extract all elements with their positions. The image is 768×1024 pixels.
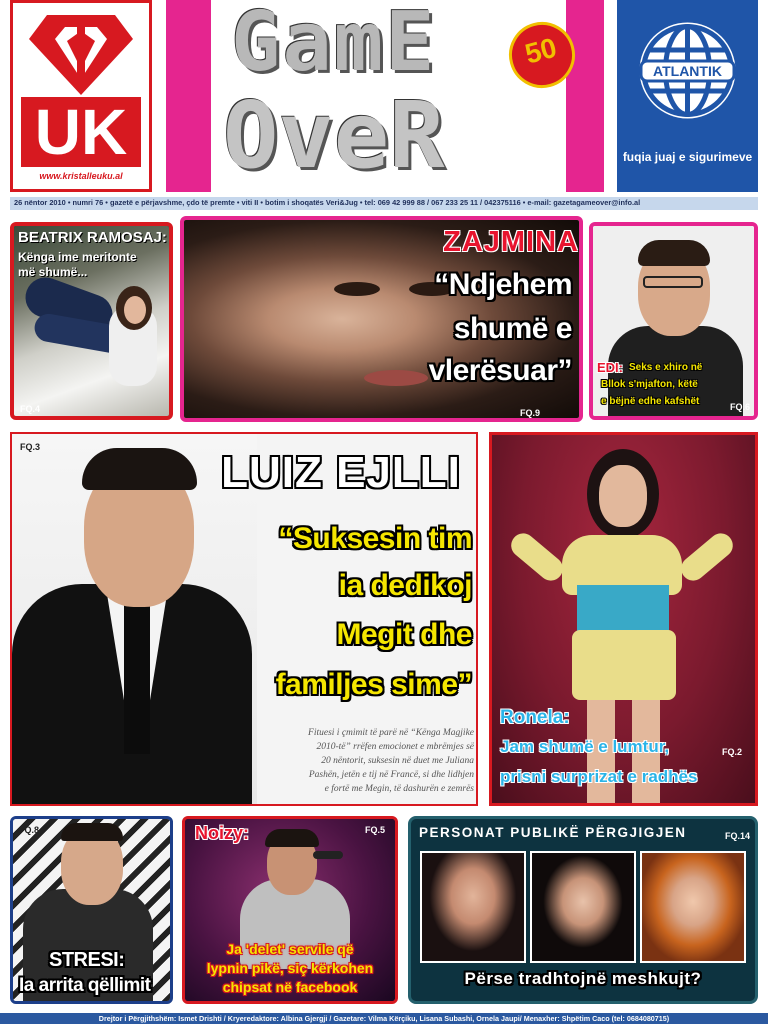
footer xyxy=(0,1013,768,1024)
personat-header: PERSONAT PUBLIKË PËRGJIGJEN xyxy=(419,825,687,840)
personat-photo-3 xyxy=(640,851,746,963)
luiz-quote-line3: Megit dhe xyxy=(336,618,472,651)
stresi-quote: Ia arrita qëllimit xyxy=(19,975,151,996)
noizy-text-line2: lypnin pikë, siç kërkohen xyxy=(206,960,374,976)
ronela-name: Ronela: xyxy=(500,707,570,728)
zajmina-quote-line3: vlerësuar” xyxy=(428,354,572,387)
story-personat[interactable] xyxy=(408,816,758,1004)
masthead-title-top: GamE xyxy=(231,0,437,90)
zajmina-quote-line2: shumë e xyxy=(453,312,572,345)
story-luiz[interactable] xyxy=(10,432,478,806)
title-panel xyxy=(211,0,566,192)
ronela-quote-line2: prisni surprizat e radhës xyxy=(500,767,698,786)
story-stresi[interactable] xyxy=(10,816,173,1004)
zajmina-name: ZAJMINA xyxy=(443,226,579,258)
uk-logo-url: www.kristalleuku.al xyxy=(39,171,123,181)
luiz-body-line4: Pashën, jetën e tij në Francë, si dhe lidhjen xyxy=(308,770,474,780)
ronela-quote-line1: Jam shumë e lumtur, xyxy=(500,737,670,756)
story-beatrix[interactable] xyxy=(10,222,173,420)
uk-logo-text: UK xyxy=(21,97,141,167)
masthead-magenta-band xyxy=(166,0,604,192)
personat-page: FQ.14 xyxy=(725,831,751,841)
zajmina-quote-line1: “Ndjehem xyxy=(434,268,572,301)
uk-logo xyxy=(10,0,152,192)
luiz-quote-line1: “Suksesin tim xyxy=(278,522,472,555)
stresi-page: FQ.8 xyxy=(19,825,40,835)
beatrix-page: FQ.4 xyxy=(20,404,41,414)
story-ronela[interactable] xyxy=(489,432,758,806)
atlantik-slogan: fuqia juaj e sigurimeve xyxy=(622,150,753,164)
edi-page: FQ.6 xyxy=(730,402,751,412)
luiz-quote-line4: familjes sime” xyxy=(275,668,472,701)
edi-text-line1: Seks e xhiro në xyxy=(629,362,703,373)
luiz-page: FQ.3 xyxy=(20,442,41,452)
story-zajmina[interactable] xyxy=(180,216,583,422)
story-noizy[interactable] xyxy=(182,816,398,1004)
atlantik-ad xyxy=(617,0,758,192)
beatrix-quote-line2: më shumë... xyxy=(18,265,88,279)
luiz-body xyxy=(250,726,474,796)
footer-text: Drejtor i Përgjithshëm: Ismet Drishti / Kryeredaktore: Albina Gjergji / Gazetare: Vilma Kërçiku, Lisana Subashi, Ornela Jaupi/ Menaxher: Shpëtim Caco (tel: 0684080715) xyxy=(98,1014,670,1023)
story-edi[interactable] xyxy=(589,222,758,420)
luiz-body-line3: 20 nëntorit, suksesin në duet me Juliana xyxy=(321,756,474,766)
beatrix-name: BEATRIX RAMOSAJ: xyxy=(18,229,167,246)
zajmina-page: FQ.9 xyxy=(520,408,541,418)
info-bar-text: 26 nëntor 2010 • numri 76 • gazetë e përjavshme, çdo të premte • viti II • botim i shoqatës Veri&Jug • tel: 069 42 999 88 / 067 233 25 11 / 042375116 • e-mail: gazetagameover@info.al xyxy=(14,198,641,207)
edi-name: EDI: xyxy=(597,360,623,375)
noizy-name: Noizy: xyxy=(195,823,249,843)
info-bar xyxy=(10,197,758,210)
edi-text-line3: e bëjnë edhe kafshët xyxy=(601,396,700,407)
masthead xyxy=(0,0,768,195)
noizy-page: FQ.5 xyxy=(365,825,386,835)
edi-text-line2: Bllok s'mjafton, këtë xyxy=(601,379,698,390)
luiz-quote-line2: ia dedikoj xyxy=(338,569,472,602)
luiz-body-line1: Fituesi i çmimit të parë në “Kënga Magjike xyxy=(308,728,474,738)
diamond-icon xyxy=(25,9,137,99)
beatrix-quote-line1: Kënga ime meritonte xyxy=(18,250,137,264)
personat-photo-2 xyxy=(530,851,636,963)
noizy-text-line1: Ja 'delet' servile që xyxy=(226,941,354,957)
stresi-photo xyxy=(13,819,170,1001)
badge-number: 50 xyxy=(521,31,560,70)
atlantik-logo-text: ATLANTIK xyxy=(653,63,722,79)
stresi-name: STRESI: xyxy=(49,949,125,971)
masthead-title-bottom: OveR xyxy=(223,82,445,189)
luiz-headline: LUIZ EJLLI xyxy=(221,448,461,497)
luiz-body-line2: 2010-të” rrëfen emocionet e mbrëmjes së xyxy=(316,742,474,752)
personat-photo-1 xyxy=(420,851,526,963)
personat-question: Përse tradhtojnë meshkujt? xyxy=(464,969,702,988)
noizy-text-line3: chipsat në facebook xyxy=(222,979,358,995)
luiz-body-line5: e fortë me Megin, të dashurën e zemrës xyxy=(324,784,474,794)
ronela-page: FQ.2 xyxy=(722,747,743,757)
